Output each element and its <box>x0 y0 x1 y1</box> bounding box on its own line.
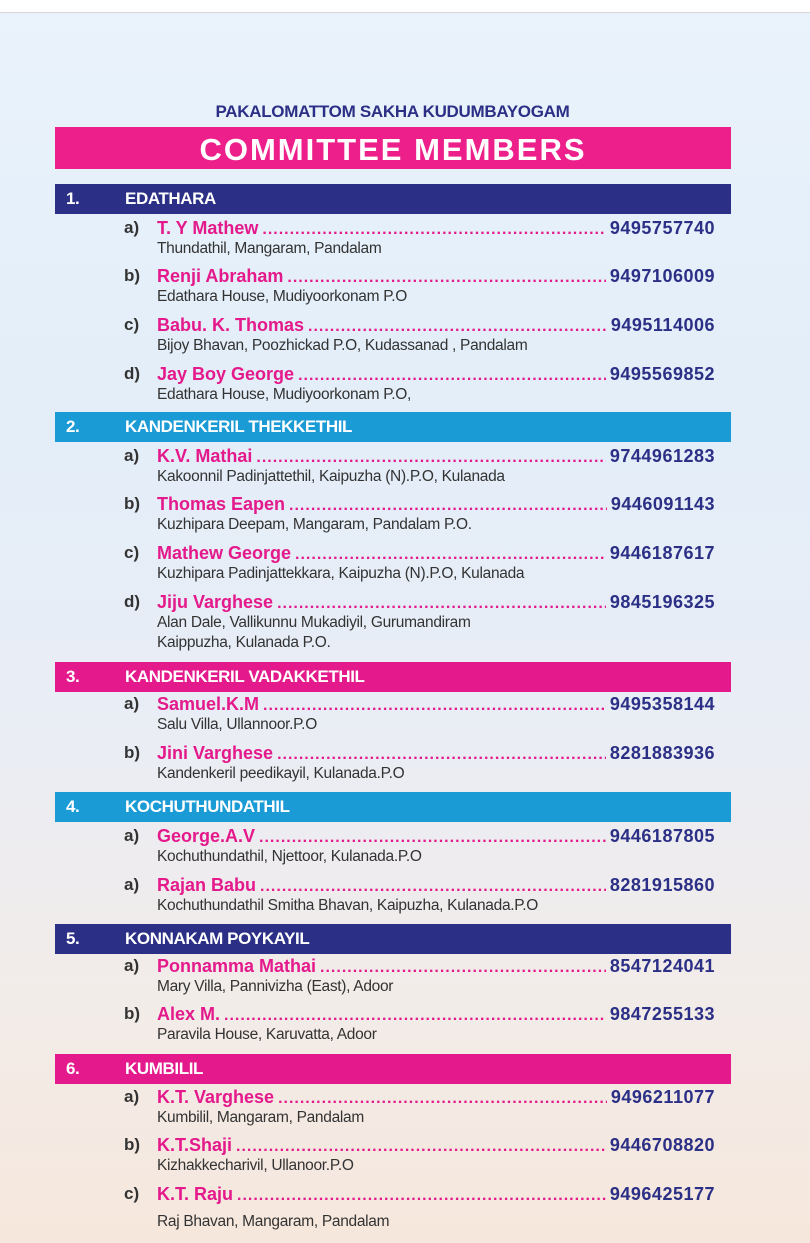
member-name: K.T. Varghese <box>157 1087 275 1107</box>
member-name: K.V. Mathai <box>157 446 253 466</box>
member-address <box>157 977 717 997</box>
member-phone: 9446708820 <box>609 1135 715 1155</box>
member-phone: 9847255133 <box>609 1004 715 1024</box>
member-phone: 9446187805 <box>609 826 715 846</box>
member-name: Jiju Varghese <box>157 592 274 612</box>
member-letter: a) <box>124 218 140 237</box>
member-phone: 9446187617 <box>609 543 715 563</box>
member-name: George.A.V <box>157 826 256 846</box>
leader-dots <box>256 449 606 467</box>
member-address <box>157 564 717 584</box>
leader-dots <box>277 595 606 613</box>
member-phone: 8281883936 <box>609 743 715 763</box>
member-address <box>157 847 717 867</box>
section-family: EDATHARA <box>125 189 216 208</box>
member-letter: d) <box>124 592 141 611</box>
member-letter: a) <box>124 446 140 465</box>
member-letter: c) <box>124 543 140 562</box>
section-header-edathara <box>55 184 731 214</box>
member-phone: 8281915860 <box>609 875 715 895</box>
member-address <box>157 1025 717 1045</box>
member-name: Samuel.K.M <box>157 694 260 714</box>
member-letter: a) <box>124 694 140 713</box>
section-family: KANDENKERIL THEKKETHIL <box>125 417 353 436</box>
member-address <box>157 1156 717 1176</box>
leader-dots <box>287 269 606 287</box>
address-line: Kakoonnil Padinjattethil, Kaipuzha (N).P.O, Kulanada <box>157 468 505 485</box>
member-address <box>157 715 717 735</box>
address-line: Kandenkeril peedikayil, Kulanada.P.O <box>157 765 405 782</box>
member-phone: 9496211077 <box>610 1087 715 1107</box>
address-line: Edathara House, Mudiyoorkonam P.O <box>157 288 408 305</box>
leader-dots <box>262 221 606 239</box>
section-number: 2. <box>66 417 80 436</box>
member-phone: 9446091143 <box>610 494 715 514</box>
member-phone: 9497106009 <box>609 266 715 286</box>
member-letter: c) <box>124 315 140 334</box>
member-letter: a) <box>124 956 140 975</box>
leader-dots <box>263 697 606 715</box>
member-address <box>157 239 717 259</box>
member-letter: b) <box>124 266 141 285</box>
leader-dots <box>224 1007 606 1025</box>
address-line: Raj Bhavan, Mangaram, Pandalam <box>157 1213 390 1230</box>
org-name: PAKALOMATTOM SAKHA KUDUMBAYOGAM <box>215 102 570 121</box>
address-line: Kaippuzha, Kulanada P.O. <box>157 634 331 651</box>
member-phone: 9495114006 <box>610 315 715 335</box>
leader-dots <box>289 497 607 515</box>
address-line: Bijoy Bhavan, Poozhickad P.O, Kudassanad , Pandalam <box>157 337 528 354</box>
leader-dots <box>298 367 606 385</box>
leader-dots <box>278 1090 607 1108</box>
address-line: Mary Villa, Pannivizha (East), Adoor <box>157 978 394 995</box>
section-number: 3. <box>66 667 80 686</box>
member-address <box>157 467 717 487</box>
member-letter: b) <box>124 494 141 513</box>
member-address <box>157 385 717 405</box>
leader-dots <box>236 1138 606 1156</box>
address-line: Kizhakkecharivil, Ullanoor.P.O <box>157 1157 354 1174</box>
member-letter: a) <box>124 1087 140 1106</box>
member-letter: b) <box>124 743 141 762</box>
section-number: 5. <box>66 929 80 948</box>
leader-dots <box>237 1187 606 1205</box>
banner-title: COMMITTEE MEMBERS <box>55 127 731 169</box>
member-letter: a) <box>124 875 140 894</box>
member-phone: 8547124041 <box>609 956 715 976</box>
member-name: Babu. K. Thomas <box>157 315 305 335</box>
member-address <box>157 515 717 535</box>
member-letter: a) <box>124 826 140 845</box>
member-name: Jini Varghese <box>157 743 274 763</box>
address-line: Paravila House, Karuvatta, Adoor <box>157 1026 377 1043</box>
member-phone: 9495569852 <box>609 364 715 384</box>
member-phone: 9495358144 <box>609 694 715 714</box>
address-line: Salu Villa, Ullannoor.P.O <box>157 716 317 733</box>
section-family: KANDENKERIL VADAKKETHIL <box>125 667 365 686</box>
member-address <box>157 1108 717 1128</box>
section-number: 4. <box>66 797 80 816</box>
section-header-kandenkeril-vadakkethil <box>55 662 731 692</box>
member-letter: b) <box>124 1135 141 1154</box>
member-name: Thomas Eapen <box>157 494 286 514</box>
member-name: T. Y Mathew <box>157 218 259 238</box>
address-line: Kuzhipara Deepam, Mangaram, Pandalam P.O. <box>157 516 472 533</box>
member-name: Rajan Babu <box>157 875 257 895</box>
member-name: K.T. Raju <box>157 1184 234 1204</box>
section-family: KONNAKAM POYKAYIL <box>125 929 310 948</box>
member-address <box>157 764 717 784</box>
address-line: Kochuthundathil, Njettoor, Kulanada.P.O <box>157 848 422 865</box>
leader-dots <box>295 546 606 564</box>
leader-dots <box>308 318 607 336</box>
leader-dots <box>260 878 606 896</box>
section-header-kumbilil <box>55 1054 731 1084</box>
leader-dots <box>277 746 606 764</box>
section-family: KUMBILIL <box>125 1059 204 1078</box>
member-phone: 9744961283 <box>609 446 715 466</box>
section-header-kandenkeril-thekkethil <box>55 412 731 442</box>
member-address <box>157 896 717 916</box>
member-name: Jay Boy George <box>157 364 295 384</box>
member-name: Ponnamma Mathai <box>157 956 317 976</box>
member-letter: d) <box>124 364 141 383</box>
address-line: Kuzhipara Padinjattekkara, Kaipuzha (N).P.O, Kulanada <box>157 565 525 582</box>
member-address <box>157 1212 717 1232</box>
address-line: Alan Dale, Vallikunnu Mukadiyil, Gurumandiram <box>157 614 471 631</box>
member-name: Alex M. <box>157 1004 221 1024</box>
member-letter: b) <box>124 1004 141 1023</box>
section-header-konnakam-poykayil <box>55 924 731 954</box>
section-family: KOCHUTHUNDATHIL <box>125 797 290 816</box>
address-line: Kumbilil, Mangaram, Pandalam <box>157 1109 364 1126</box>
member-phone: 9496425177 <box>609 1184 715 1204</box>
member-phone: 9845196325 <box>609 592 715 612</box>
address-line: Edathara House, Mudiyoorkonam P.O, <box>157 386 412 403</box>
member-address <box>157 336 717 356</box>
member-name: Renji Abraham <box>157 266 284 286</box>
leader-dots <box>320 959 606 977</box>
address-line: Thundathil, Mangaram, Pandalam <box>157 240 382 257</box>
section-number: 1. <box>66 189 80 208</box>
member-phone: 9495757740 <box>609 218 715 238</box>
member-name: Mathew George <box>157 543 292 563</box>
section-number: 6. <box>66 1059 80 1078</box>
leader-dots <box>259 829 606 847</box>
member-address <box>157 287 717 307</box>
member-letter: c) <box>124 1184 140 1203</box>
member-name: K.T.Shaji <box>157 1135 233 1155</box>
top-bar <box>0 0 810 13</box>
address-line: Kochuthundathil Smitha Bhavan, Kaipuzha, Kulanada.P.O <box>157 897 539 914</box>
section-header-kochuthundathil <box>55 792 731 822</box>
member-address <box>157 613 717 653</box>
